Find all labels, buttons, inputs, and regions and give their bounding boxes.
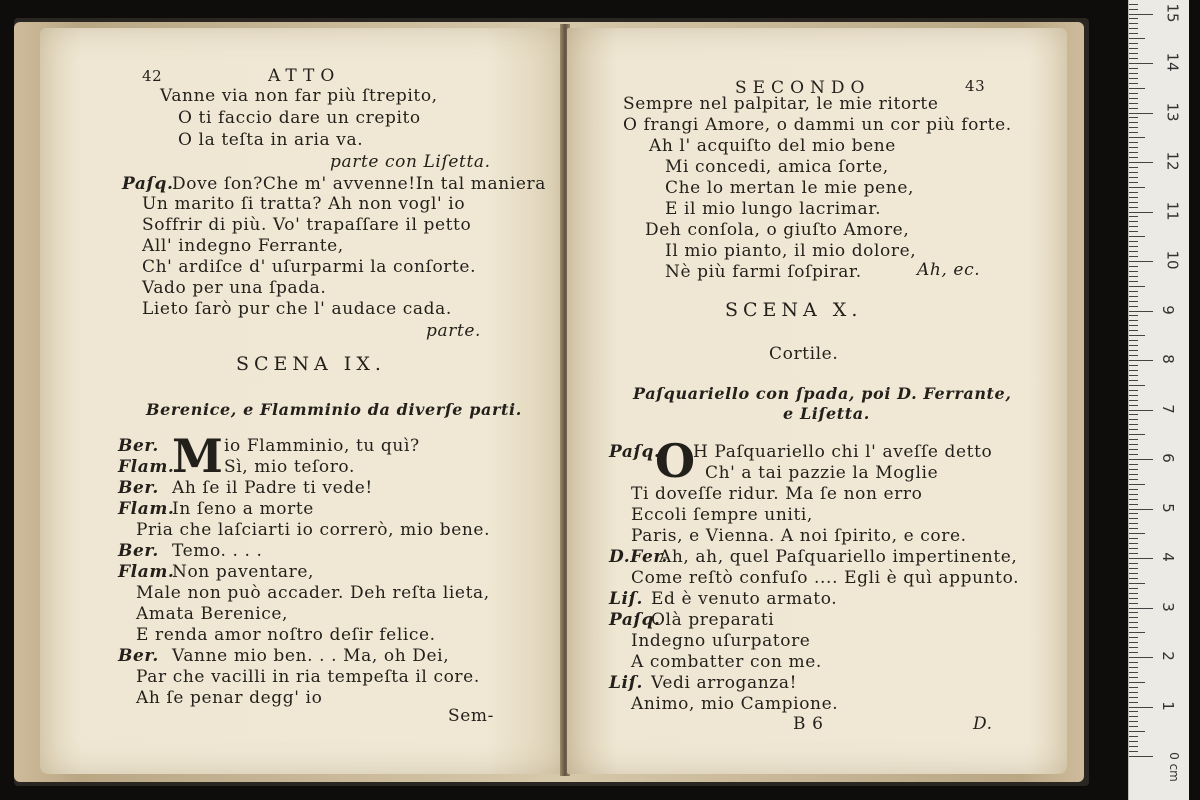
ruler-tick (1129, 509, 1153, 510)
speech-line: io Flamminio, tu quì? (224, 436, 420, 456)
speech-line: Male non può accader. Deh reſta lieta, (136, 583, 490, 603)
ruler-tick (1129, 137, 1145, 138)
ruler-tick (1129, 375, 1138, 376)
verse-line: O la teſta in aria va. (178, 130, 364, 150)
ruler-tick (1129, 598, 1138, 599)
ruler-tick (1129, 197, 1138, 198)
ruler-tick (1129, 226, 1138, 227)
ruler-tick (1129, 627, 1138, 628)
ruler-tick (1129, 320, 1138, 321)
speech-line: Olà preparati (651, 610, 775, 630)
verse-line: Vanne via non far più ſtrepito, (160, 86, 438, 106)
ruler-tick (1129, 301, 1138, 302)
ruler-number: 10 (1163, 250, 1182, 270)
ruler-tick (1129, 182, 1138, 183)
ruler-tick (1129, 108, 1138, 109)
speech-line: A combatter con me. (631, 652, 822, 672)
ruler-tick (1129, 647, 1138, 648)
scene-cast: Berenice, e Flamminio da diverſe parti. (146, 400, 522, 419)
ruler-tick (1129, 578, 1138, 579)
running-head: ATTO (268, 66, 341, 86)
ruler-tick (1129, 345, 1138, 346)
speaker-label: Ber. (118, 436, 159, 456)
ruler-number: 12 (1163, 151, 1182, 171)
drop-cap: O (655, 434, 696, 488)
aria-line: Nè più farmi ſoſpirar. (665, 262, 862, 282)
ruler-tick (1129, 489, 1138, 490)
ruler-number: 9 (1158, 304, 1177, 315)
ruler-tick (1129, 528, 1138, 529)
ruler-tick (1129, 484, 1145, 485)
ruler-tick (1129, 568, 1138, 569)
ruler-number: 8 (1158, 354, 1177, 364)
ruler-tick (1129, 221, 1138, 222)
ruler-tick (1129, 449, 1138, 450)
speech-line: Ah ſe il Padre ti vede! (172, 478, 373, 498)
ruler-tick (1129, 261, 1153, 262)
speaker-label: Ber. (118, 541, 159, 561)
ruler-tick (1129, 469, 1138, 470)
ruler-tick (1129, 711, 1138, 712)
ruler-tick (1129, 43, 1138, 44)
ruler-tick (1129, 726, 1138, 727)
speech-line: Ch' a tai pazzie la Moglie (705, 463, 939, 483)
speaker-label: Paſq. (122, 174, 174, 194)
ruler-tick (1129, 746, 1138, 747)
catchword: D. (973, 714, 993, 734)
ruler-tick (1129, 325, 1138, 326)
ruler-tick (1129, 494, 1138, 495)
ruler-tick (1129, 4, 1138, 5)
ruler-tick (1129, 132, 1138, 133)
ruler-tick (1129, 113, 1153, 114)
ruler-tick (1129, 286, 1145, 287)
speaker-label: Ber. (118, 646, 159, 666)
ruler-tick (1129, 499, 1138, 500)
ruler-tick (1129, 657, 1153, 658)
ruler-tick (1129, 28, 1138, 29)
ruler-tick (1129, 167, 1138, 168)
ruler-tick (1129, 429, 1138, 430)
aria-line: Il mio pianto, il mio dolore, (665, 241, 917, 261)
ruler-tick (1129, 335, 1145, 336)
aria-line: Mi concedi, amica ſorte, (665, 157, 889, 177)
speech-line: Come reſtò confuſo .... Egli è quì appunto. (631, 568, 1020, 588)
ruler-tick (1129, 98, 1138, 99)
ruler-tick (1129, 667, 1138, 668)
speech-line: Dove ſon?Che m' avvenne!In tal maniera (172, 174, 546, 194)
speech-line: Un marito ſi tratta? Ah non vogl' io (142, 194, 466, 214)
ruler-tick (1129, 513, 1138, 514)
ruler-number: 5 (1158, 502, 1177, 513)
speech-line: Indegno uſurpatore (631, 631, 811, 651)
ruler-tick (1129, 504, 1138, 505)
ruler-tick (1129, 365, 1138, 366)
signature-mark: B 6 (793, 714, 824, 734)
ruler-tick (1129, 707, 1153, 708)
ruler-tick (1129, 162, 1153, 163)
ruler-tick (1129, 350, 1138, 351)
speech-line: Ah ſe penar degg' io (136, 688, 323, 708)
ruler-tick (1129, 117, 1138, 118)
speech-line: Ed è venuto armato. (651, 589, 838, 609)
ruler-tick (1129, 662, 1138, 663)
ruler-tick (1129, 142, 1138, 143)
left-page (40, 28, 565, 774)
ruler-tick (1129, 103, 1138, 104)
speech-line: Ti doveſſe ridur. Ma ſe non erro (631, 484, 923, 504)
ruler-tick (1129, 741, 1138, 742)
speech-line: Paris, e Vienna. A noi ſpirito, e core. (631, 526, 967, 546)
ruler-tick (1129, 479, 1138, 480)
ruler-tick (1129, 83, 1138, 84)
ruler-tick (1129, 692, 1138, 693)
ruler-tick (1129, 543, 1138, 544)
speaker-label: Flam. (118, 562, 175, 582)
ruler-tick (1129, 93, 1138, 94)
stage-direction: parte con Liſetta. (330, 152, 491, 172)
scene-cast: Paſquariello con ſpada, poi D. Ferrante, (633, 384, 1012, 403)
ruler-tick (1129, 642, 1138, 643)
ruler-number: 2 (1158, 651, 1177, 661)
ruler-tick (1129, 385, 1145, 386)
speech-line: Par che vacilli in ria tempeſta il core. (136, 667, 480, 687)
ruler-tick (1129, 390, 1138, 391)
speech-line: In ſeno a morte (172, 499, 314, 519)
ruler-number: 1 (1158, 700, 1177, 711)
speech-line: Amata Berenice, (136, 604, 289, 624)
ruler-tick (1129, 251, 1138, 252)
ruler-tick (1129, 266, 1138, 267)
ruler-tick (1129, 523, 1138, 524)
ruler-tick (1129, 306, 1138, 307)
ruler-tick (1129, 682, 1145, 683)
ruler-tick (1129, 192, 1138, 193)
ruler-tick (1129, 9, 1138, 10)
catchword: Sem- (448, 706, 494, 726)
ruler-tick (1129, 622, 1138, 623)
aria-line: Sempre nel palpitar, le mie ritorte (623, 94, 939, 114)
aria-line: Che lo mertan le mie pene, (665, 178, 915, 198)
speech-line: Non paventare, (172, 562, 315, 582)
ruler-tick (1129, 241, 1138, 242)
ruler-tick (1129, 187, 1145, 188)
ruler-tick (1129, 315, 1138, 316)
ruler-tick (1129, 177, 1138, 178)
ruler-tick (1129, 73, 1138, 74)
ruler-tick (1129, 697, 1138, 698)
ruler-tick (1129, 157, 1138, 158)
ruler-tick (1129, 276, 1138, 277)
ruler-tick (1129, 380, 1138, 381)
ruler-tick (1129, 454, 1138, 455)
ruler-tick (1129, 419, 1138, 420)
scene-setting: Cortile. (769, 344, 839, 364)
ruler-tick (1129, 78, 1138, 79)
speech-line: Ch' ardiſce d' uſurparmi la conſorte. (142, 257, 477, 277)
ruler-tick (1129, 231, 1138, 232)
ruler-tick (1129, 548, 1138, 549)
ruler-tick (1129, 444, 1138, 445)
speech-line: Ah, ah, quel Paſquariello impertinente, (659, 547, 1018, 567)
ruler-tick (1129, 152, 1138, 153)
ruler-tick (1129, 291, 1138, 292)
ruler-tick (1129, 53, 1138, 54)
ruler-tick (1129, 583, 1145, 584)
aria-end: Ah, ec. (917, 260, 981, 280)
ruler-tick (1129, 553, 1138, 554)
ruler-tick (1129, 281, 1138, 282)
ruler-tick (1129, 434, 1145, 435)
ruler-number: 3 (1158, 601, 1177, 612)
ruler-tick (1129, 311, 1153, 312)
ruler-tick (1129, 256, 1138, 257)
ruler-number: 13 (1163, 101, 1182, 122)
ruler-tick (1129, 88, 1145, 89)
aria-line: O frangi Amore, o dammi un cor più forte. (623, 115, 1012, 135)
ruler-tick (1129, 588, 1138, 589)
speech-line: Pria che laſciarti io correrò, mio bene. (136, 520, 491, 540)
ruler-tick (1129, 48, 1138, 49)
ruler-tick (1129, 474, 1138, 475)
ruler-number: 4 (1158, 552, 1177, 562)
ruler-number: 7 (1158, 403, 1177, 414)
running-head: SECONDO (735, 78, 871, 98)
ruler-tick (1129, 558, 1153, 559)
ruler-tick (1129, 652, 1138, 653)
speaker-label: D.Fer. (609, 547, 668, 567)
ruler-tick (1129, 23, 1138, 24)
ruler-tick (1129, 147, 1138, 148)
ruler-tick (1129, 751, 1138, 752)
scene-title: SCENA IX. (236, 353, 386, 375)
ruler-tick (1129, 296, 1138, 297)
speech-line: Vado per una ſpada. (142, 278, 327, 298)
ruler-tick (1129, 172, 1138, 173)
ruler-tick (1129, 736, 1138, 737)
ruler-number: 6 (1158, 453, 1177, 463)
ruler-tick (1129, 632, 1145, 633)
ruler-tick (1129, 400, 1138, 401)
ruler-tick (1129, 518, 1138, 519)
ruler-tick (1129, 573, 1138, 574)
ruler-tick (1129, 395, 1138, 396)
ruler-tick (1129, 271, 1138, 272)
speech-line: E renda amor noſtro deſir felice. (136, 625, 436, 645)
ruler-unit: 0 cm (1166, 752, 1181, 782)
speaker-label: Paſq. (609, 610, 661, 630)
ruler-tick (1129, 236, 1145, 237)
scene-title: SCENA X. (725, 299, 863, 321)
speaker-label: Paſq. (609, 442, 661, 462)
ruler-tick (1129, 608, 1153, 609)
ruler-tick (1129, 212, 1153, 213)
ruler-tick (1129, 360, 1153, 361)
speech-line: H Paſquariello chi l' aveſſe detto (693, 442, 993, 462)
ruler-tick (1129, 63, 1153, 64)
ruler-tick (1129, 370, 1138, 371)
ruler-number: 11 (1163, 200, 1182, 221)
ruler-tick (1129, 246, 1138, 247)
ruler-tick (1129, 216, 1138, 217)
ruler-tick (1129, 58, 1138, 59)
ruler-number: 15 (1163, 2, 1182, 23)
ruler-tick (1129, 410, 1153, 411)
page-number: 43 (965, 77, 986, 95)
ruler-tick (1129, 677, 1138, 678)
ruler-tick (1129, 593, 1138, 594)
ruler-tick (1129, 127, 1138, 128)
speaker-label: Flam. (118, 457, 175, 477)
speaker-label: Ber. (118, 478, 159, 498)
ruler-tick (1129, 603, 1138, 604)
ruler-tick (1129, 464, 1138, 465)
right-page (567, 28, 1067, 774)
scene-cast: e Liſetta. (783, 404, 870, 423)
ruler-tick (1129, 687, 1138, 688)
ruler-tick (1129, 68, 1138, 69)
ruler-tick (1129, 330, 1138, 331)
aria-line: E il mio lungo lacrimar. (665, 199, 882, 219)
speech-line: Animo, mio Campione. (631, 694, 839, 714)
ruler-tick (1129, 202, 1138, 203)
ruler-tick (1129, 340, 1138, 341)
ruler-tick (1129, 731, 1145, 732)
ruler-tick (1129, 439, 1138, 440)
ruler-tick (1129, 538, 1138, 539)
ruler-tick (1129, 424, 1138, 425)
ruler-tick (1129, 122, 1138, 123)
ruler-tick (1129, 716, 1138, 717)
ruler-tick (1129, 617, 1138, 618)
ruler-tick (1129, 18, 1138, 19)
ruler-tick (1129, 14, 1153, 15)
ruler-tick (1129, 756, 1153, 757)
page-number: 42 (142, 67, 163, 85)
ruler-number: 14 (1163, 52, 1182, 72)
verse-line: O ti faccio dare un crepito (178, 108, 421, 128)
ruler-tick (1129, 33, 1138, 34)
ruler-tick (1129, 533, 1145, 534)
speech-line: Soffrir di più. Vo' trapaſſare il petto (142, 215, 472, 235)
ruler-tick (1129, 355, 1138, 356)
ruler-tick (1129, 721, 1138, 722)
drop-cap: M (172, 429, 223, 483)
speaker-label: Flam. (118, 499, 175, 519)
speech-line: Sì, mio teſoro. (224, 457, 355, 477)
ruler-tick (1129, 672, 1138, 673)
measuring-ruler (1128, 0, 1189, 800)
ruler-tick (1129, 702, 1138, 703)
ruler-tick (1129, 637, 1138, 638)
ruler-tick (1129, 563, 1138, 564)
ruler-tick (1129, 207, 1138, 208)
stage-direction: parte. (426, 321, 482, 341)
ruler-tick (1129, 405, 1138, 406)
ruler-tick (1129, 612, 1138, 613)
ruler-tick (1129, 38, 1145, 39)
aria-line: Deh conſola, o giuſto Amore, (645, 220, 910, 240)
speech-line: Vedi arroganza! (651, 673, 798, 693)
speaker-label: Liſ. (609, 589, 644, 609)
speech-line: Vanne mio ben. . . Ma, oh Dei, (172, 646, 450, 666)
speaker-label: Liſ. (609, 673, 644, 693)
ruler-tick (1129, 414, 1138, 415)
aria-line: Ah l' acquiſto del mio bene (649, 136, 896, 156)
speech-line: Eccoli ſempre uniti, (631, 505, 813, 525)
speech-line: Lieto ſarò pur che l' audace cada. (142, 299, 452, 319)
speech-line: Temo. . . . (172, 541, 263, 561)
speech-line: All' indegno Ferrante, (142, 236, 344, 256)
ruler-tick (1129, 459, 1153, 460)
